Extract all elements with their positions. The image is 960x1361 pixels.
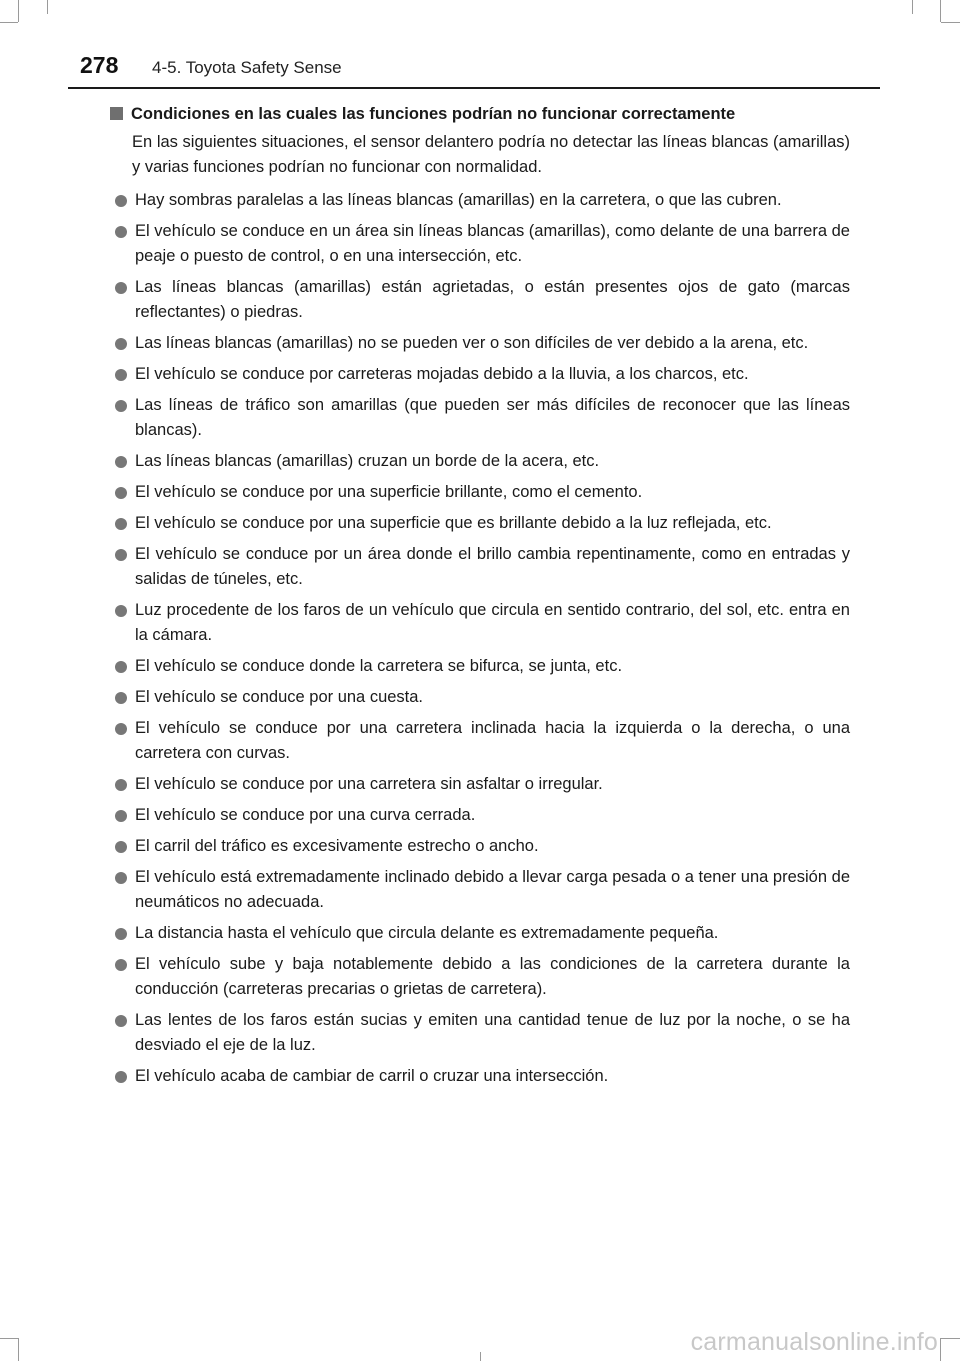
circle-bullet-icon	[115, 1015, 127, 1027]
crop-mark	[940, 1338, 941, 1361]
list-item-text: Las líneas blancas (amarillas) están agrietadas, o están presentes ojos de gato (marcas reflectantes) o piedras.	[135, 278, 850, 321]
list-item-text: La distancia hasta el vehículo que circula delante es extremadamente pequeña.	[135, 924, 719, 942]
list-item-text: Hay sombras paralelas a las líneas blancas (amarillas) en la carretera, o que las cubren.	[135, 191, 782, 209]
list-item-text: Las líneas blancas (amarillas) no se pueden ver o son difíciles de ver debido a la arena, etc.	[135, 334, 809, 352]
circle-bullet-icon	[115, 605, 127, 617]
list-item-text: Las lentes de los faros están sucias y emiten una cantidad tenue de luz por la noche, o se ha desviado el eje de la luz.	[135, 1011, 850, 1054]
list-item-text: El vehículo se conduce por un área donde el brillo cambia repentinamente, como en entradas y salidas de túneles, etc.	[135, 545, 850, 588]
crop-mark	[941, 1338, 960, 1339]
circle-bullet-icon	[115, 195, 127, 207]
list-item	[110, 362, 850, 387]
crop-mark	[0, 1338, 18, 1339]
list-item	[110, 772, 850, 797]
circle-bullet-icon	[115, 661, 127, 673]
circle-bullet-icon	[115, 338, 127, 350]
list-item	[110, 331, 850, 356]
circle-bullet-icon	[115, 226, 127, 238]
list-item	[110, 188, 850, 213]
list-item	[110, 449, 850, 474]
list-item	[110, 803, 850, 828]
list-item-text: El vehículo se conduce en un área sin líneas blancas (amarillas), como delante de una barrera de peaje o puesto de control, o en una intersección, etc.	[135, 222, 850, 265]
circle-bullet-icon	[115, 928, 127, 940]
circle-bullet-icon	[115, 810, 127, 822]
list-item-text: Las líneas blancas (amarillas) cruzan un borde de la acera, etc.	[135, 452, 600, 470]
list-item-text: El vehículo está extremadamente inclinado debido a llevar carga pesada o a tener una presión de neumáticos no adecuada.	[135, 868, 850, 911]
main-content	[110, 102, 850, 1095]
list-item-text: Luz procedente de los faros de un vehículo que circula en sentido contrario, del sol, etc. entra en la cámara.	[135, 601, 850, 644]
list-item-text: El vehículo se conduce por carreteras mojadas debido a la lluvia, a los charcos, etc.	[135, 365, 749, 383]
list-item	[110, 275, 850, 325]
circle-bullet-icon	[115, 723, 127, 735]
circle-bullet-icon	[115, 369, 127, 381]
list-item	[110, 952, 850, 1002]
list-item-text: Las líneas de tráfico son amarillas (que pueden ser más difíciles de reconocer que las líneas blancas).	[135, 396, 850, 439]
circle-bullet-icon	[115, 487, 127, 499]
circle-bullet-icon	[115, 549, 127, 561]
list-item	[110, 685, 850, 710]
list-item	[110, 598, 850, 648]
intro-paragraph: En las siguientes situaciones, el sensor delantero podría no detectar las líneas blancas (amarillas) y varias funciones podrían no funcionar con normalidad.	[132, 133, 850, 176]
list-item	[110, 393, 850, 443]
list-item	[110, 865, 850, 915]
circle-bullet-icon	[115, 282, 127, 294]
sub-heading-text: Condiciones en las cuales las funciones podrían no funcionar correctamente	[131, 105, 736, 123]
circle-bullet-icon	[115, 841, 127, 853]
page-header	[0, 0, 960, 88]
list-item	[110, 716, 850, 766]
circle-bullet-icon	[115, 692, 127, 704]
list-item-text: El vehículo se conduce por una superficie que es brillante debido a la luz reflejada, etc.	[135, 514, 772, 532]
square-bullet-icon	[110, 107, 123, 120]
condition-list	[110, 188, 850, 1089]
list-item	[110, 1008, 850, 1058]
sub-heading	[110, 102, 850, 126]
circle-bullet-icon	[115, 456, 127, 468]
list-item-text: El vehículo se conduce por una cuesta.	[135, 688, 424, 706]
list-item-text: El vehículo sube y baja notablemente debido a las condiciones de la carretera durante la conducción (carreteras precarias o grietas de carretera).	[135, 955, 850, 998]
section-title: 4-5. Toyota Safety Sense	[152, 58, 342, 77]
circle-bullet-icon	[115, 400, 127, 412]
watermark-link[interactable]: carmanualsonline.info	[690, 1328, 938, 1356]
crop-mark	[18, 1338, 19, 1361]
list-item	[110, 480, 850, 505]
circle-bullet-icon	[115, 779, 127, 791]
list-item-text: El vehículo se conduce por una carretera sin asfaltar o irregular.	[135, 775, 603, 793]
list-item	[110, 834, 850, 859]
page-number: 278	[80, 52, 119, 78]
circle-bullet-icon	[115, 1071, 127, 1083]
header-divider	[68, 87, 880, 89]
list-item	[110, 921, 850, 946]
list-item	[110, 511, 850, 536]
list-item-text: El vehículo se conduce por una carretera inclinada hacia la izquierda o la derecha, o una carretera con curvas.	[135, 719, 850, 762]
list-item-text: El vehículo se conduce por una curva cerrada.	[135, 806, 476, 824]
list-item-text: El vehículo acaba de cambiar de carril o cruzar una intersección.	[135, 1067, 609, 1085]
list-item-text: El vehículo se conduce por una superficie brillante, como el cemento.	[135, 483, 643, 501]
list-item-text: El carril del tráfico es excesivamente estrecho o ancho.	[135, 837, 539, 855]
list-item-text: El vehículo se conduce donde la carretera se bifurca, se junta, etc.	[135, 657, 623, 675]
circle-bullet-icon	[115, 518, 127, 530]
circle-bullet-icon	[115, 959, 127, 971]
list-item	[110, 219, 850, 269]
list-item	[110, 654, 850, 679]
circle-bullet-icon	[115, 872, 127, 884]
list-item	[110, 1064, 850, 1089]
list-item	[110, 542, 850, 592]
crop-mark	[480, 1352, 481, 1361]
